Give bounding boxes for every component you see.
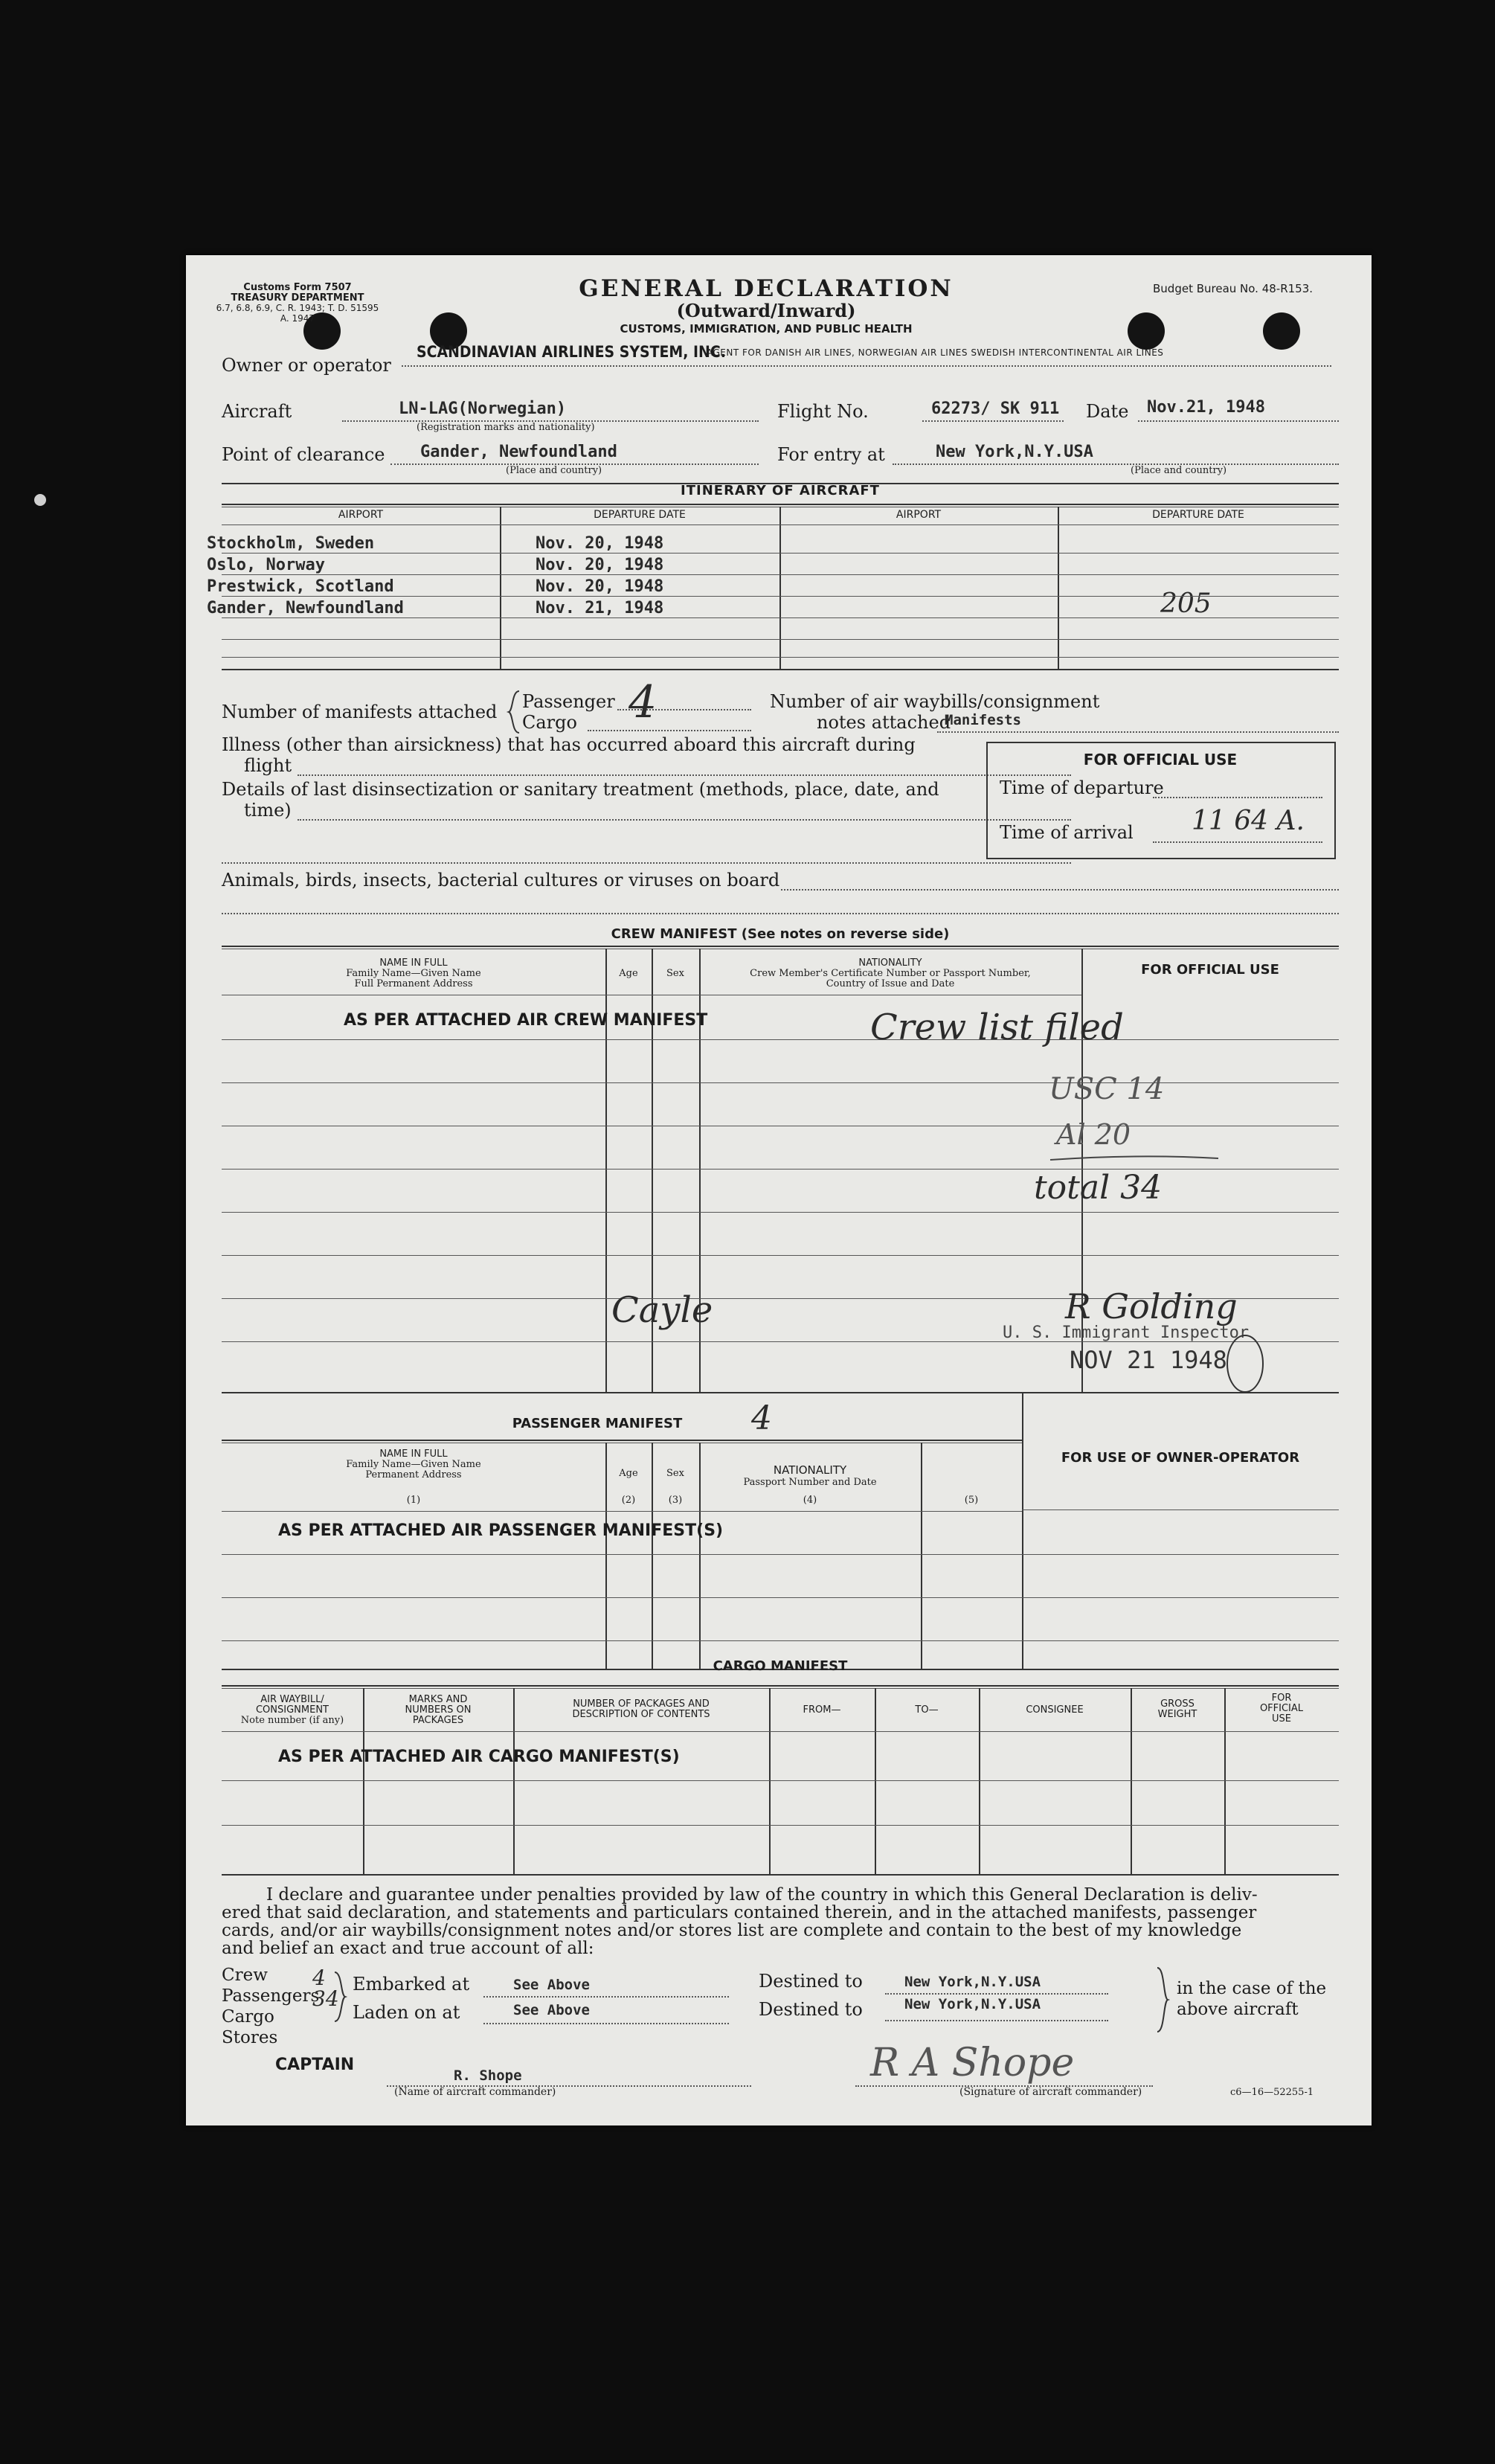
animals-line — [781, 889, 1339, 891]
cargo-bottom-rule — [222, 1874, 1339, 1876]
regulations: 6.7, 6.8, 6.9, C. R. 1943; T. D. 51595 — [216, 303, 379, 313]
cargo-row-rule — [222, 1780, 1339, 1781]
laden-label: Laden on at — [353, 2002, 460, 2023]
destined-line-1 — [885, 1993, 1108, 1995]
manifests-passenger-label: Passenger — [522, 691, 615, 712]
itinerary-col-divider — [1058, 507, 1059, 670]
signature-caption: (Signature of aircraft commander) — [959, 2086, 1142, 2098]
owner-row-rule — [1022, 1640, 1339, 1641]
crew-hand-note-2: USC 14 — [1049, 1072, 1165, 1106]
itinerary-row-rule — [222, 574, 1339, 575]
cargo-header-official-2: OFFICIAL — [1259, 1703, 1304, 1714]
crew-header-sex: Sex — [666, 968, 684, 979]
cargo-header-waybill-2: CONSIGNMENT — [255, 1704, 329, 1716]
crew-row-rule — [222, 1039, 1339, 1040]
itinerary-date-cell: Nov. 20, 1948 — [536, 577, 664, 596]
crew-manifest-title: CREW MANIFEST (See notes on reverse side) — [611, 926, 950, 942]
passenger-row-rule — [222, 1640, 1022, 1641]
itinerary-header-date-2: DEPARTURE DATE — [1152, 509, 1244, 521]
cargo-header-to: TO— — [915, 1704, 939, 1716]
disinsect-line — [298, 819, 1071, 821]
destined-label-1: Destined to — [759, 1971, 863, 1992]
cargo-header-official: FOR — [1271, 1693, 1292, 1704]
itinerary-row-rule — [222, 639, 1339, 640]
declaration-line-4: and belief an exact and true account of all: — [222, 1939, 594, 1958]
passenger-header-name: NAME IN FULL — [379, 1448, 448, 1460]
cargo-header-marks-3: PACKAGES — [412, 1715, 464, 1726]
cargo-col-divider — [875, 1688, 876, 1874]
flight-line — [922, 420, 1064, 422]
crew-header-nationality-3: Country of Issue and Date — [826, 978, 955, 989]
regulations-2: A. 1947 — [280, 313, 315, 324]
cargo-header-waybill: AIR WAYBILL/ — [260, 1694, 324, 1705]
crew-hand-note-3: Al 20 — [1056, 1118, 1131, 1151]
passenger-header-name-2: Family Name—Given Name — [346, 1459, 481, 1470]
owner-value: SCANDINAVIAN AIRLINES SYSTEM, INC. — [417, 343, 726, 361]
crew-row-rule — [222, 1212, 1339, 1213]
declaration-line-1: I declare and guarantee under penalties provided by law of the country in which this General Declaration is deliv- — [266, 1885, 1258, 1905]
cargo-row-rule — [222, 1825, 1339, 1826]
crew-header-age: Age — [619, 968, 638, 979]
destination-brace — [1154, 1966, 1169, 2033]
manifests-hand-value: 4 — [628, 676, 658, 728]
itinerary-subheader-rule — [222, 524, 1339, 525]
crew-top-rule — [222, 946, 1339, 947]
cargo-header-marks-2: NUMBERS ON — [405, 1704, 472, 1716]
clearance-caption: (Place and country) — [506, 465, 602, 476]
arrival-line — [1153, 841, 1322, 843]
cargo-stamp: AS PER ATTACHED AIR CARGO MANIFEST(S) — [278, 1748, 680, 1766]
illness-label: Illness (other than airsickness) that has occurred aboard this aircraft during — [222, 734, 916, 755]
itinerary-row-rule — [222, 553, 1339, 554]
cargo-header-official-3: USE — [1272, 1713, 1291, 1725]
itinerary-row-rule — [222, 617, 1339, 618]
inspector-date-stamp: NOV 21 1948 — [1070, 1346, 1227, 1374]
cargo-col-divider — [769, 1688, 771, 1874]
form-number: c6—16—52255-1 — [1230, 2087, 1314, 2098]
date-label: Date — [1086, 401, 1129, 422]
manifests-cargo-label: Cargo — [522, 712, 577, 733]
crew-bottom-rule — [222, 1392, 1339, 1393]
passenger-col-divider — [921, 1443, 922, 1669]
entry-label: For entry at — [777, 444, 885, 465]
itinerary-date-cell: Nov. 21, 1948 — [536, 599, 664, 617]
cargo-header-weight: WEIGHT — [1157, 1709, 1197, 1720]
crew-stamp: AS PER ATTACHED AIR CREW MANIFEST — [344, 1011, 708, 1030]
form-subtitle: (Outward/Inward) — [676, 300, 856, 321]
passenger-header-num-4: (4) — [803, 1495, 817, 1506]
owner-line — [402, 365, 1331, 367]
declaration-stores-label: Stores — [222, 2028, 278, 2047]
destined-line-2 — [885, 2020, 1108, 2021]
cargo-header-from: FROM— — [803, 1704, 841, 1716]
destined-value-2: New York,N.Y.USA — [904, 1996, 1041, 2012]
manifests-cargo-line — [588, 730, 751, 731]
inspector-title: U. S. Immigrant Inspector — [1003, 1324, 1250, 1342]
itinerary-header-rule — [222, 504, 1339, 505]
passenger-header-num-3: (3) — [668, 1495, 683, 1506]
scan-speck — [34, 494, 46, 506]
passenger-manifest-title: PASSENGER MANIFEST — [512, 1416, 683, 1431]
clearance-label: Point of clearance — [222, 444, 385, 465]
general-declaration-document — [186, 255, 1372, 2125]
official-use-title: FOR OFFICIAL USE — [1083, 751, 1238, 769]
passenger-row-rule — [222, 1597, 1022, 1598]
itinerary-header-airport-2: AIRPORT — [896, 509, 942, 521]
owner-agent: AGENT FOR DANISH AIR LINES, NORWEGIAN AIR LINES SWEDISH INTERCONTINENTAL AIR LINES — [707, 347, 1164, 358]
crew-hand-signature: Cayle — [611, 1289, 713, 1331]
itinerary-header-date: DEPARTURE DATE — [594, 509, 686, 521]
crew-header-nationality: NATIONALITY — [858, 957, 922, 969]
date-value: Nov.21, 1948 — [1147, 398, 1265, 417]
case-label-2: above aircraft — [1177, 2000, 1299, 2019]
illness-label-2: flight — [244, 755, 292, 776]
itinerary-header-airport: AIRPORT — [338, 509, 384, 521]
treasury-department: TREASURY DEPARTMENT — [231, 292, 364, 304]
budget-bureau: Budget Bureau No. 48-R153. — [1153, 282, 1314, 295]
cargo-header-marks: MARKS AND — [408, 1694, 468, 1705]
itinerary-airport-cell: Stockholm, Sweden — [207, 534, 375, 553]
illness-line — [298, 774, 1071, 776]
disinsect-label: Details of last disinsectization or sanitary treatment (methods, place, date, and — [222, 779, 939, 800]
passenger-header-sex: Sex — [666, 1468, 684, 1479]
crew-row-rule — [222, 1082, 1339, 1083]
cargo-header-packages-2: DESCRIPTION OF CONTENTS — [572, 1709, 710, 1720]
passenger-top-rule — [222, 1440, 1022, 1441]
cargo-top-rule-2 — [222, 1688, 1339, 1689]
itinerary-date-cell: Nov. 20, 1948 — [536, 556, 664, 574]
itinerary-row-rule — [222, 657, 1339, 658]
captain-name: R. Shope — [454, 2067, 522, 2084]
animals-label: Animals, birds, insects, bacterial cultures or viruses on board — [222, 870, 780, 891]
crew-header-nationality-2: Crew Member's Certificate Number or Passport Number, — [750, 968, 1031, 979]
passenger-header-num-5: (5) — [964, 1495, 979, 1506]
entry-value: New York,N.Y.USA — [936, 443, 1093, 461]
captain-signature: R A Shope — [870, 2041, 1075, 2085]
itinerary-airport-cell: Prestwick, Scotland — [207, 577, 394, 596]
cargo-header-bottom — [222, 1731, 1339, 1732]
time-of-departure-label: Time of departure — [1000, 777, 1164, 798]
inspector-signature: R Golding — [1065, 1286, 1238, 1326]
declaration-line-2: ered that said declaration, and statements and particulars contained therein, and in the attached manifests, passenger — [222, 1903, 1257, 1922]
crew-header-name: NAME IN FULL — [379, 957, 448, 969]
itinerary-col-divider — [500, 507, 501, 670]
manifests-brace — [507, 690, 522, 734]
cargo-header-waybill-3: Note number (if any) — [240, 1715, 344, 1726]
declaration-passengers-label: Passengers — [222, 1986, 320, 2006]
owner-row-rule — [1022, 1597, 1339, 1598]
departure-line — [1153, 797, 1322, 798]
punch-hole — [1128, 312, 1165, 350]
declaration-line-3: cards, and/or air waybills/consignment notes and/or stores list are complete and contain to the best of my knowledge — [222, 1921, 1242, 1940]
declaration-crew-label: Crew — [222, 1966, 268, 1985]
embarked-line — [483, 1996, 729, 1998]
owner-row-rule — [1022, 1509, 1339, 1510]
itinerary-bottom-rule — [222, 669, 1339, 670]
crew-header-name-3: Full Permanent Address — [354, 978, 473, 989]
manifests-label: Number of manifests attached — [222, 702, 498, 722]
disinsect-line-2 — [222, 862, 1071, 864]
passenger-hand-count: 4 — [751, 1399, 772, 1437]
inspector-stamp-circle — [1224, 1331, 1269, 1398]
notes-attached-label: notes attached — [817, 712, 951, 733]
embarked-value: See Above — [513, 1977, 590, 1993]
itinerary-date-cell: Nov. 20, 1948 — [536, 534, 664, 553]
cargo-header-consignee: CONSIGNEE — [1026, 1704, 1084, 1716]
flight-label: Flight No. — [777, 401, 869, 422]
passenger-header-nationality: NATIONALITY — [773, 1463, 847, 1477]
time-of-arrival-label: Time of arrival — [1000, 822, 1134, 843]
agencies-line: CUSTOMS, IMMIGRATION, AND PUBLIC HEALTH — [620, 322, 913, 336]
passenger-row-rule — [222, 1554, 1022, 1555]
cargo-top-rule — [222, 1685, 1339, 1687]
crew-hand-note-1: Crew list filed — [870, 1007, 1124, 1048]
owner-label: Owner or operator — [222, 355, 391, 376]
aircraft-caption: (Registration marks and nationality) — [417, 422, 595, 433]
aircraft-label: Aircraft — [222, 401, 292, 422]
date-line — [1138, 420, 1339, 422]
aircraft-value: LN-LAG(Norwegian) — [399, 400, 567, 418]
customs-form-number: Customs Form 7507 — [243, 282, 352, 293]
declaration-hand-marks: 4 34 — [312, 1966, 339, 2011]
notes-attached-value: Manifests — [945, 712, 1021, 728]
flight-value: 62273/ SK 911 — [931, 400, 1060, 418]
owner-row-rule — [1022, 1554, 1339, 1555]
captain-name-caption: (Name of aircraft commander) — [394, 2086, 556, 2098]
itinerary-airport-cell: Oslo, Norway — [207, 556, 325, 574]
passenger-owner-divider — [1022, 1393, 1023, 1669]
laden-value: See Above — [513, 2002, 590, 2018]
laden-line — [483, 2023, 729, 2024]
entry-line — [893, 463, 1339, 465]
owner-operator-use: FOR USE OF OWNER-OPERATOR — [1061, 1450, 1300, 1466]
form-title: GENERAL DECLARATION — [579, 275, 954, 302]
destined-value-1: New York,N.Y.USA — [904, 1974, 1041, 1990]
cargo-col-divider — [979, 1688, 980, 1874]
crew-row-rule — [222, 1169, 1339, 1170]
entry-caption: (Place and country) — [1131, 465, 1227, 476]
declaration-brace — [332, 1971, 347, 2023]
cargo-header-gross: GROSS — [1160, 1698, 1195, 1710]
declaration-cargo-label: Cargo — [222, 2007, 274, 2027]
itinerary-row-rule — [222, 596, 1339, 597]
clearance-value: Gander, Newfoundland — [420, 443, 617, 461]
crew-row-rule — [222, 1255, 1339, 1256]
itinerary-col-divider — [779, 507, 781, 670]
notes-line — [937, 731, 1339, 733]
crew-header-official: FOR OFFICIAL USE — [1141, 962, 1279, 978]
destined-label-2: Destined to — [759, 1999, 863, 2020]
crew-header-name-2: Family Name—Given Name — [346, 968, 481, 979]
captain-label: CAPTAIN — [275, 2056, 355, 2074]
passenger-stamp: AS PER ATTACHED AIR PASSENGER MANIFEST(S) — [278, 1521, 724, 1540]
passenger-header-num-1: (1) — [406, 1495, 421, 1506]
crew-hand-underline — [1049, 1155, 1220, 1163]
cargo-header-packages: NUMBER OF PACKAGES AND — [573, 1698, 710, 1710]
itinerary-title: ITINERARY OF AIRCRAFT — [681, 483, 880, 498]
cargo-manifest-title: CARGO MANIFEST — [713, 1658, 848, 1674]
passenger-header-age: Age — [619, 1468, 638, 1479]
disinsect-label-2: time) — [244, 800, 292, 821]
waybills-label: Number of air waybills/consignment — [770, 691, 1100, 712]
embarked-label: Embarked at — [353, 1974, 470, 1995]
passenger-header-bottom — [222, 1511, 1022, 1512]
itinerary-handwritten-note: 205 — [1160, 588, 1212, 619]
crew-hand-note-4: total 34 — [1034, 1169, 1163, 1207]
passenger-header-num-2: (2) — [621, 1495, 636, 1506]
itinerary-airport-cell: Gander, Newfoundland — [207, 599, 404, 617]
passenger-header-name-3: Permanent Address — [365, 1469, 462, 1480]
time-of-arrival-value: 11 64 A. — [1192, 806, 1305, 836]
animals-line-2 — [222, 913, 1339, 914]
case-label-1: in the case of the — [1177, 1979, 1327, 1998]
passenger-header-nationality-2: Passport Number and Date — [743, 1477, 877, 1488]
punch-hole — [1263, 312, 1300, 350]
